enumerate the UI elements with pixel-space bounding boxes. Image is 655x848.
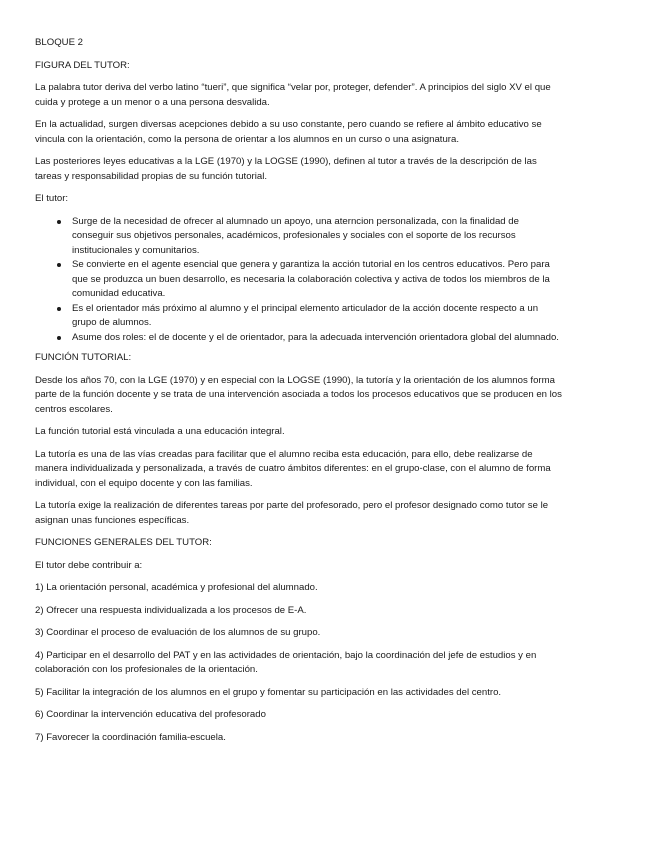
paragraph: El tutor:	[35, 193, 69, 204]
numbered-item: 2) Ofrecer una respuesta individualizada a los procesos de E-A.	[35, 604, 307, 616]
paragraph: La palabra tutor deriva del verbo latino “tueri”, que significa “velar por, proteger, defender”. A principios del siglo XV el que cuida y protege a un menor o a una persona desvalida.	[35, 82, 551, 108]
bullet-item: Surge de la necesidad de ofrecer al alumnado un apoyo, una aterncion personalizada, con la finalidad de conseguir sus objetivos personales, académicos, profesionales y sociales con el soporte de los recursos institucionales y comunitarios.	[72, 215, 565, 259]
bullet-item: Es el orientador más próximo al alumno y el principal elemento articulador de la acción docente respecto a un grupo de alumnos.	[72, 302, 565, 331]
heading-funciones-generales: FUNCIONES GENERALES DEL TUTOR:	[35, 537, 212, 548]
paragraph: En la actualidad, surgen diversas acepciones debido a su uso constante, pero cuando se refiere al ámbito educativo se vincula con la orientación, como la persona de orientar a los alumnos en un curso o una asignatura.	[35, 119, 542, 145]
tutor-bullet-list	[35, 215, 565, 346]
heading-figura-del-tutor: FIGURA DEL TUTOR:	[35, 59, 130, 71]
document-page	[35, 36, 565, 753]
paragraph: Desde los años 70, con la LGE (1970) y en especial con la LOGSE (1990), la tutoría y la orientación de los alumnos forma parte de la función docente y se trata de una intervención asociada a todos los procesos educativos que se producen en los centros escolares.	[35, 374, 562, 415]
paragraph: La tutoría es una de las vías creadas para facilitar que el alumno reciba esta educación, para ello, debe realizarse de manera individualizada y personalizada, a través de cuatro ámbitos diferentes: en el grupo-clase, con el alumno de forma individual, con el equipo docente y con las familias.	[35, 448, 551, 489]
numbered-item: 4) Participar en el desarrollo del PAT y en las actividades de orientación, bajo la coordinación del jefe de estudios y en colaboración con los profesionales de la orientación.	[35, 649, 537, 675]
block-title: BLOQUE 2	[35, 37, 83, 48]
numbered-item: 7) Favorecer la coordinación familia-escuela.	[35, 731, 226, 743]
numbered-item: 3) Coordinar el proceso de evaluación de los alumnos de su grupo.	[35, 627, 321, 638]
numbered-item: 1) La orientación personal, académica y profesional del alumnado.	[35, 582, 318, 593]
numbered-item: 6) Coordinar la intervención educativa del profesorado	[35, 709, 266, 720]
paragraph: El tutor debe contribuir a:	[35, 559, 143, 571]
paragraph: Las posteriores leyes educativas a la LGE (1970) y la LOGSE (1990), definen al tutor a través de la descripción de las tareas y responsabilidad propias de su función tutorial.	[35, 156, 537, 182]
bullet-item: Asume dos roles: el de docente y el de orientador, para la adecuada intervención orientadora global del alumnado.	[72, 331, 565, 346]
heading-funcion-tutorial: FUNCIÓN TUTORIAL:	[35, 352, 132, 363]
paragraph: La tutoría exige la realización de diferentes tareas por parte del profesorado, pero el profesor designado como tutor se le asignan unas funciones específicas.	[35, 500, 549, 526]
paragraph: La función tutorial está vinculada a una educación integral.	[35, 426, 285, 437]
bullet-item: Se convierte en el agente esencial que genera y garantiza la acción tutorial en los centros educativos. Pero para que se produzca un buen desarrollo, es necesaria la colaboración colectiva y activa de todos los miembros de la comunidad educativa.	[72, 258, 565, 302]
numbered-item: 5) Facilitar la integración de los alumnos en el grupo y fomentar su participación en las actividades del centro.	[35, 686, 502, 698]
